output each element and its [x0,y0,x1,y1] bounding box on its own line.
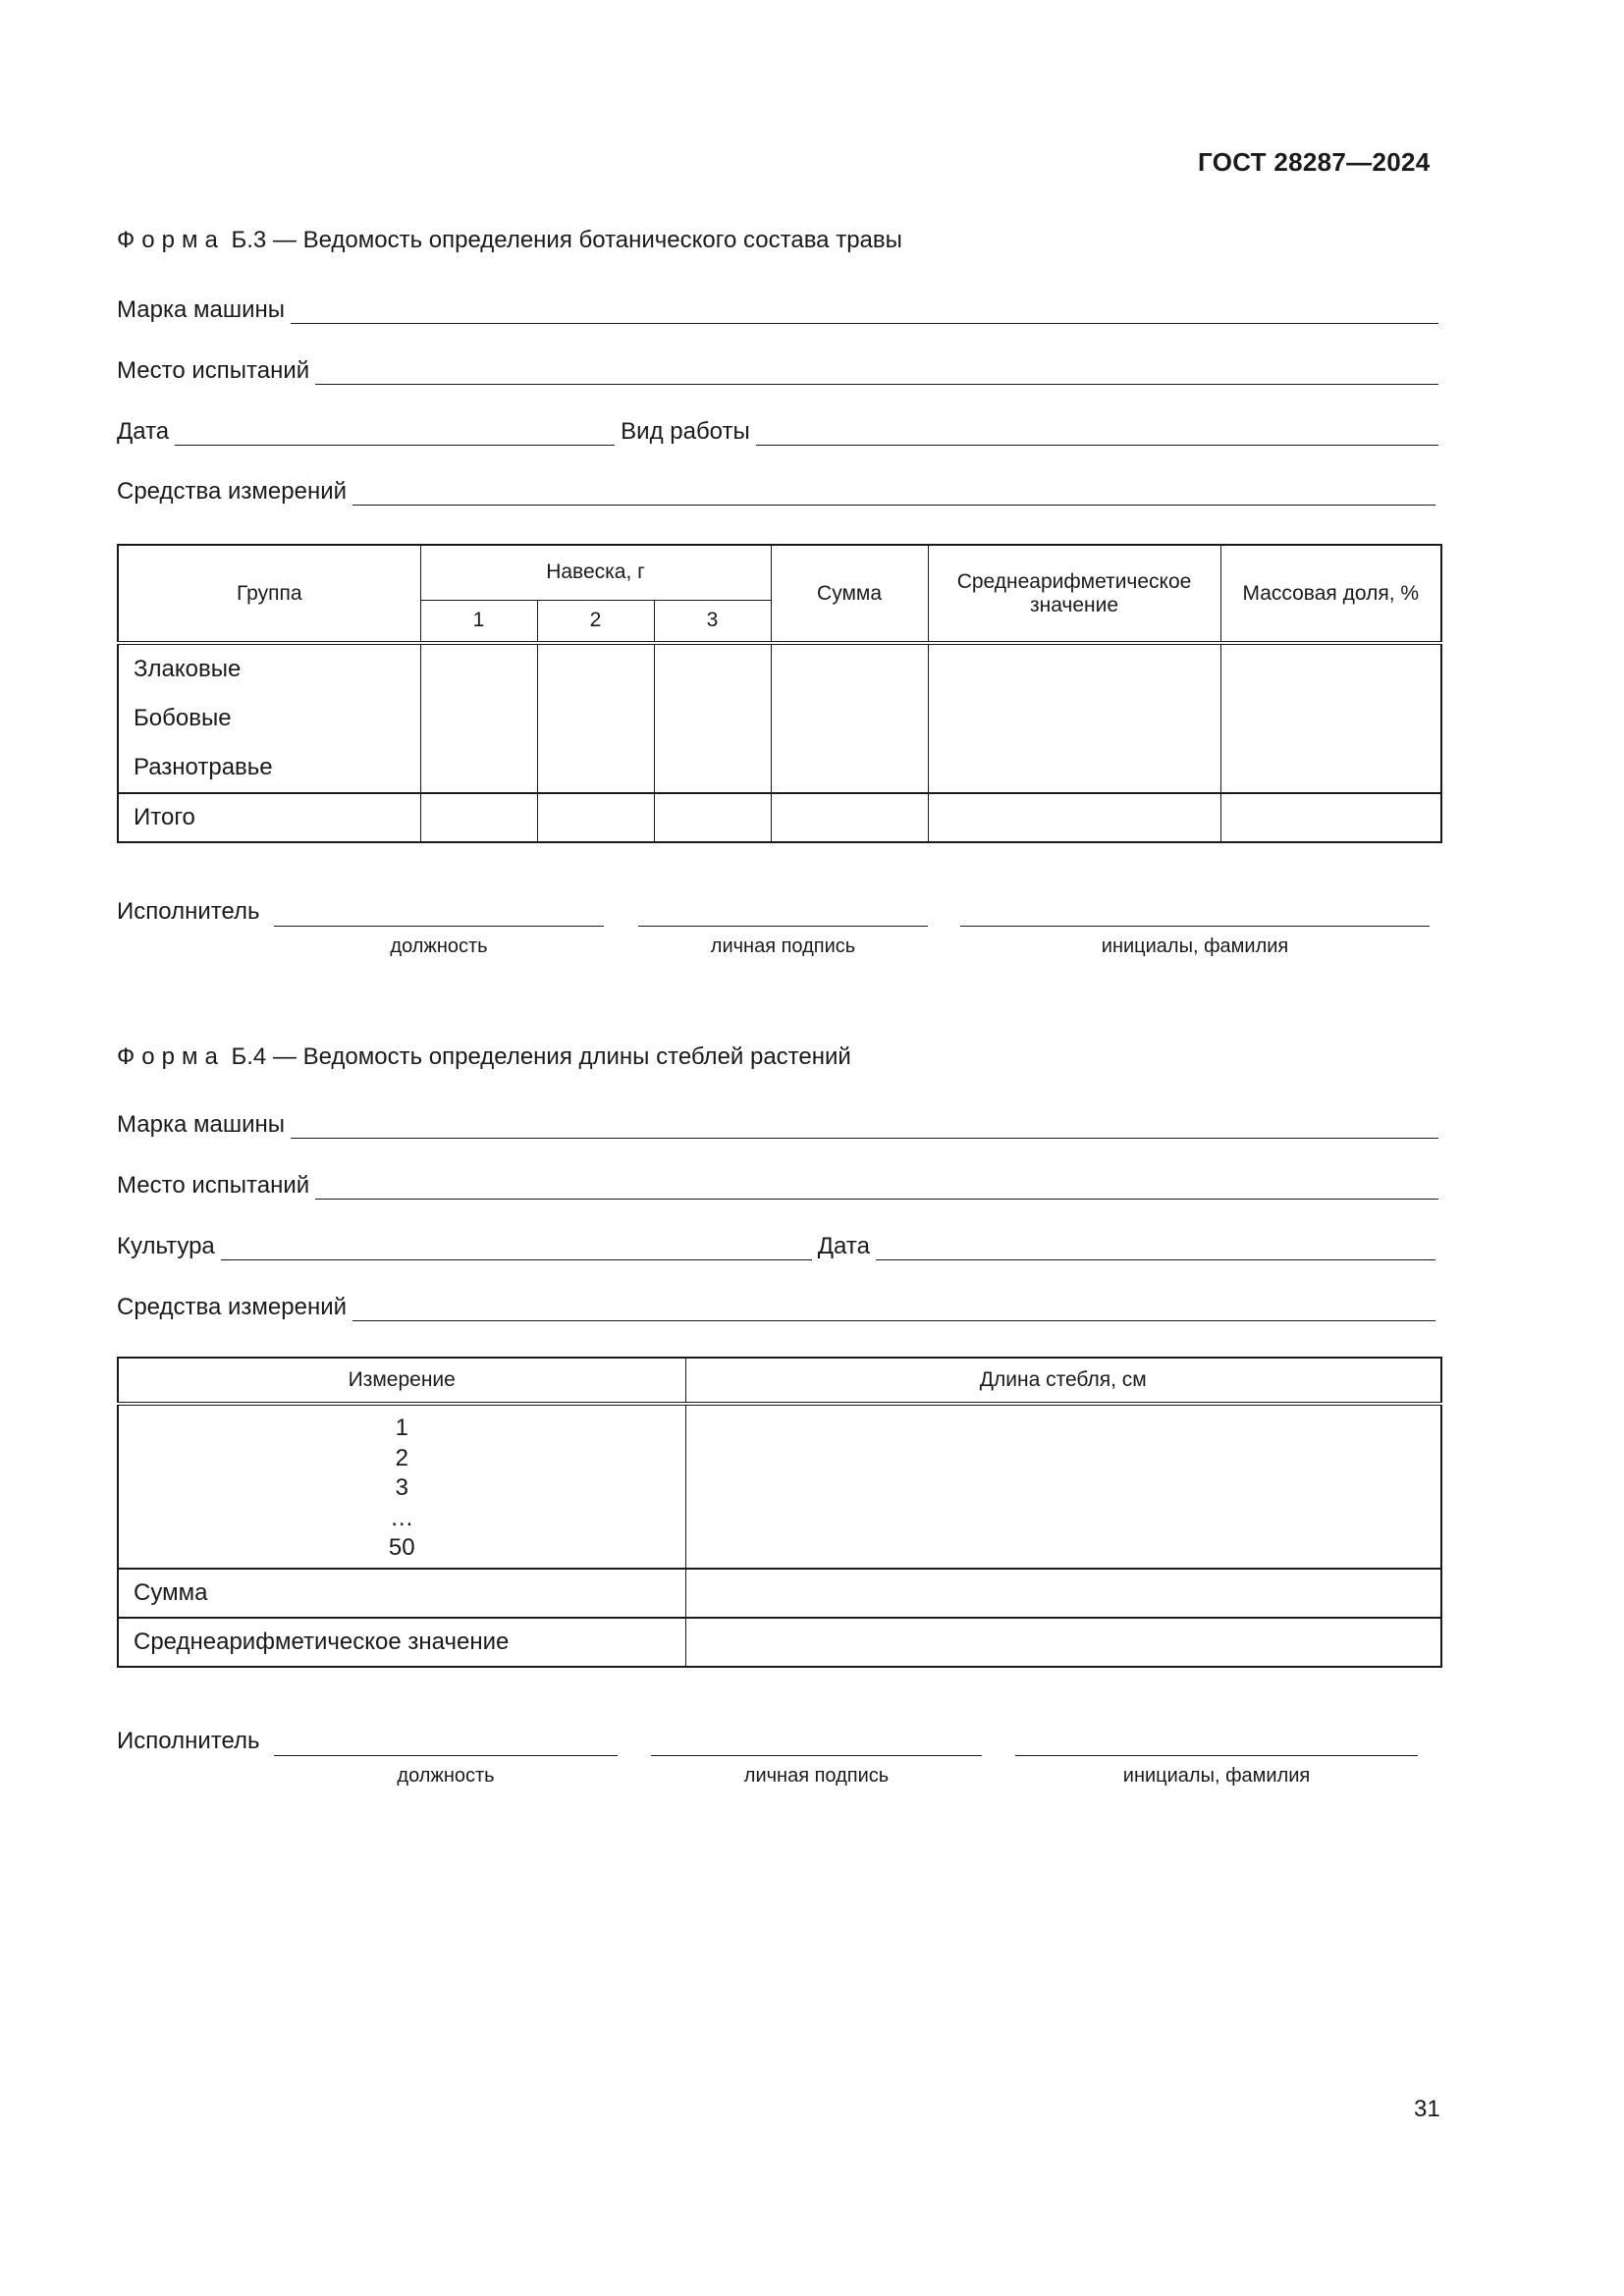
date-label: Дата [817,1233,870,1259]
sub-col-1: 1 [420,600,537,643]
form-b3-measuring-row [117,472,1435,506]
measuring-means-field[interactable] [352,481,1435,506]
position-caption: должность [397,1765,495,1787]
name-field[interactable] [1015,1755,1418,1756]
form-b3-title-text: Б.3 — Ведомость определения ботанического состава травы [231,227,902,253]
col-mean-header: Среднеарифметическое значение [928,545,1220,643]
row-label-total: Итого [118,793,420,842]
table-cell[interactable] [771,643,928,793]
machine-brand-label: Марка машины [117,296,286,323]
signature-field[interactable] [638,926,928,927]
machine-brand-field[interactable] [291,1114,1438,1139]
form-b4-measuring-row [117,1288,1435,1321]
date-label: Дата [117,418,170,445]
table-cell[interactable] [685,1618,1441,1667]
measuring-means-field[interactable] [352,1297,1435,1321]
signature-field[interactable] [651,1755,982,1756]
form-b3-test-site-row [117,351,1438,385]
position-field[interactable] [274,926,604,927]
name-field[interactable] [960,926,1430,927]
machine-brand-field[interactable] [291,299,1438,324]
table-cell[interactable] [654,643,771,793]
table-cell[interactable] [1220,793,1441,842]
length-values-cell[interactable] [685,1404,1441,1569]
col-sum-header: Сумма [771,545,928,643]
form-b3-date-work-row [117,412,1438,446]
table-cell[interactable] [420,793,537,842]
row-label-cereals: Злаковые [134,656,242,682]
col-length-header: Длина стебля, см [685,1358,1441,1404]
name-caption: инициалы, фамилия [1122,1765,1311,1787]
form-b4-signature-block [117,1728,1438,1787]
test-site-field[interactable] [315,1175,1438,1200]
form-b4-machine-brand-row [117,1105,1438,1139]
sub-col-3: 3 [654,600,771,643]
position-field[interactable] [274,1755,618,1756]
test-site-label: Место испытаний [117,357,310,384]
row-label-forbs: Разнотравье [134,754,273,780]
performer-label: Исполнитель [117,1728,260,1754]
signature-caption: личная подпись [743,1765,890,1787]
table-cell[interactable] [420,643,537,793]
form-b3-table [117,544,1442,843]
form-b4-title [117,1043,851,1071]
table-cell[interactable] [1220,643,1441,793]
test-site-field[interactable] [315,360,1438,385]
test-site-label: Место испытаний [117,1172,310,1199]
performer-label: Исполнитель [117,898,260,925]
measurement-item: 50 [388,1534,415,1562]
form-b3-machine-brand-row [117,291,1438,324]
table-cell[interactable] [928,643,1220,793]
table-cell[interactable] [537,793,654,842]
measurement-item: 3 [395,1474,408,1502]
standard-code: ГОСТ 28287—2024 [1198,147,1431,177]
row-label-mean: Среднеарифметическое значение [118,1618,685,1667]
col-weighed-header: Навеска, г [420,545,771,600]
form-b4-table [117,1357,1442,1668]
form-b4-prefix: Форма [117,1043,225,1070]
form-b3-signature-block [117,898,1438,957]
signature-caption: личная подпись [710,935,856,957]
work-type-label: Вид работы [621,418,750,445]
col-measurement-header: Измерение [118,1358,685,1404]
form-b4-title-text: Б.4 — Ведомость определения длины стеблей растений [231,1043,851,1070]
crop-field[interactable] [221,1236,812,1260]
date-field[interactable] [876,1236,1435,1260]
measurement-item: … [390,1504,414,1531]
form-b3-title [117,227,902,254]
name-caption: инициалы, фамилия [1101,935,1289,957]
measurement-item: 1 [395,1415,408,1442]
table-cell[interactable] [771,793,928,842]
sub-col-2: 2 [537,600,654,643]
measuring-means-label: Средства измерений [117,478,348,505]
form-b3-prefix: Форма [117,227,225,253]
crop-label: Культура [117,1233,215,1259]
measurement-item: 2 [395,1444,408,1471]
measuring-means-label: Средства измерений [117,1294,348,1320]
table-cell[interactable] [685,1569,1441,1618]
table-cell[interactable] [928,793,1220,842]
form-b4-test-site-row [117,1166,1438,1200]
measurement-list [118,1404,685,1569]
date-field[interactable] [175,421,615,446]
row-label-sum: Сумма [118,1569,685,1618]
table-cell[interactable] [537,643,654,793]
col-group-header: Группа [118,545,420,643]
row-label-legumes: Бобовые [134,705,232,731]
machine-brand-label: Марка машины [117,1111,286,1138]
page-number: 31 [1414,2096,1440,2122]
form-b4-crop-date-row [117,1227,1435,1260]
col-mass-share-header: Массовая доля, % [1220,545,1441,643]
group-list [118,643,420,793]
position-caption: должность [390,935,488,957]
table-cell[interactable] [654,793,771,842]
work-type-field[interactable] [756,421,1438,446]
